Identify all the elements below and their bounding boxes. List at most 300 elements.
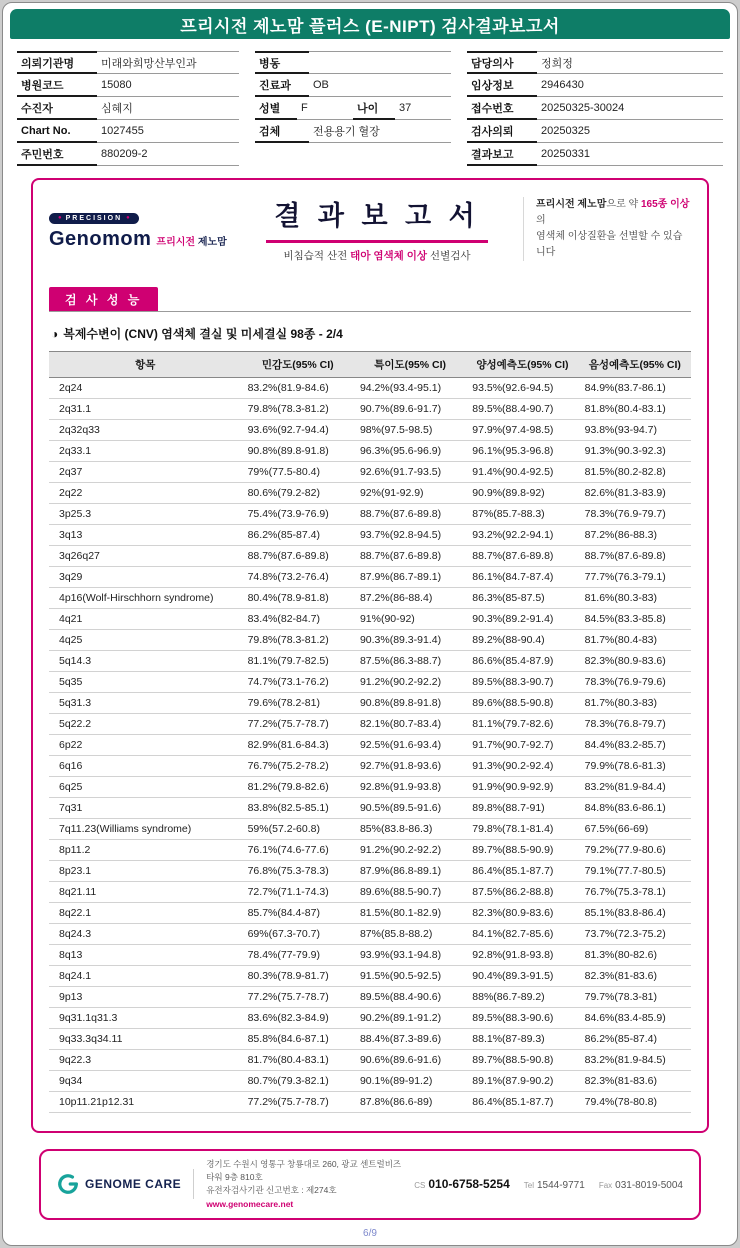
cell-value: 89.7%(88.5-90.9) [466, 840, 578, 861]
table-row [49, 945, 691, 966]
cell-item: 8q13 [49, 945, 242, 966]
patient-info-row [467, 51, 723, 74]
patient-info-row [467, 143, 723, 166]
cell-value: 92.8%(91.8-93.8) [466, 945, 578, 966]
cell-item: 5q35 [49, 672, 242, 693]
table-row [49, 777, 691, 798]
cell-item: 9p13 [49, 987, 242, 1008]
cell-item: 4p16(Wolf-Hirschhorn syndrome) [49, 588, 242, 609]
cell-value: 89.6%(88.5-90.8) [466, 693, 578, 714]
cell-value: 89.5%(88.4-90.7) [466, 399, 578, 420]
cell-item: 5q14.3 [49, 651, 242, 672]
table-row [49, 588, 691, 609]
contact-cs-number: 010-6758-5254 [428, 1177, 510, 1192]
field-label: 결과보고 [467, 143, 537, 166]
cell-value: 86.2%(85-87.4) [242, 525, 354, 546]
table-row [49, 1071, 691, 1092]
genome-care-logo [57, 1173, 181, 1195]
field-label: 병원코드 [17, 74, 97, 97]
report-header [49, 194, 691, 263]
cell-item: 5q22.2 [49, 714, 242, 735]
table-row [49, 714, 691, 735]
cell-item: 6p22 [49, 735, 242, 756]
report-heading [231, 194, 523, 263]
cell-value: 93.6%(92.7-94.4) [242, 420, 354, 441]
field-label: 담당의사 [467, 51, 537, 74]
cell-value: 73.7%(72.3-75.2) [579, 924, 691, 945]
table-row [49, 546, 691, 567]
cell-value: 91.5%(90.5-92.5) [354, 966, 466, 987]
cell-value: 79%(77.5-80.4) [242, 462, 354, 483]
footer-contacts [414, 1175, 683, 1193]
cell-value: 91.2%(90.2-92.2) [354, 840, 466, 861]
patient-info-row [255, 74, 451, 97]
cell-item: 5q31.3 [49, 693, 242, 714]
cell-item: 2q31.1 [49, 399, 242, 420]
genome-care-logo-text: GENOME CARE [85, 1177, 182, 1192]
precision-pill [49, 213, 139, 224]
patient-info-row [255, 143, 451, 166]
cell-value: 82.3%(80.9-83.6) [466, 903, 578, 924]
table-row [49, 609, 691, 630]
cell-value: 81.5%(80.2-82.8) [579, 462, 691, 483]
cell-value: 89.6%(88.5-90.7) [354, 882, 466, 903]
brand-kr-pink: 프리시전 [156, 237, 196, 248]
table-row [49, 483, 691, 504]
cell-value: 90.4%(89.3-91.5) [466, 966, 578, 987]
cell-item: 4q21 [49, 609, 242, 630]
cell-value: 86.2%(85-87.4) [579, 1029, 691, 1050]
cell-value: 82.3%(81-83.6) [579, 1071, 691, 1092]
field-label: 진료과 [255, 74, 309, 97]
cell-item: 2q24 [49, 378, 242, 399]
field-value: 20250325-30024 [537, 97, 723, 120]
cell-value: 90.6%(89.6-91.6) [354, 1050, 466, 1071]
cell-value: 76.7%(75.2-78.2) [242, 756, 354, 777]
cell-value: 84.1%(82.7-85.6) [466, 924, 578, 945]
table-row [49, 924, 691, 945]
cell-value: 83.8%(82.5-85.1) [242, 798, 354, 819]
patient-info-row [17, 143, 239, 166]
cell-value: 91.4%(90.4-92.5) [466, 462, 578, 483]
column-header-item: 항목 [49, 352, 242, 378]
cell-value: 87.8%(86.6-89) [354, 1092, 466, 1113]
patient-info-row [255, 120, 451, 143]
cell-item: 7q31 [49, 798, 242, 819]
cell-value: 78.3%(76.9-79.7) [579, 504, 691, 525]
cell-value: 83.2%(81.9-84.4) [579, 777, 691, 798]
subtitle-highlight: 태아 염색체 이상 [350, 250, 428, 262]
cell-value: 97.9%(97.4-98.5) [466, 420, 578, 441]
cell-value: 93.7%(92.8-94.5) [354, 525, 466, 546]
cell-value: 77.7%(76.3-79.1) [579, 567, 691, 588]
cell-item: 10p11.21p12.31 [49, 1092, 242, 1113]
cell-value: 82.9%(81.6-84.3) [242, 735, 354, 756]
cell-value: 84.5%(83.3-85.8) [579, 609, 691, 630]
patient-info-row [255, 51, 451, 74]
cell-value: 93.8%(93-94.7) [579, 420, 691, 441]
cell-value: 74.7%(73.1-76.2) [242, 672, 354, 693]
table-row [49, 378, 691, 399]
cell-value: 80.3%(78.9-81.7) [242, 966, 354, 987]
column-header-specificity: 특이도(95% CI) [354, 352, 466, 378]
patient-info-column [467, 51, 723, 166]
cell-value: 81.6%(80.3-83) [579, 588, 691, 609]
brand-korean [156, 233, 226, 248]
cell-value: 81.5%(80.1-82.9) [354, 903, 466, 924]
table-row [49, 987, 691, 1008]
table-row [49, 735, 691, 756]
cell-value: 81.3%(80-82.6) [579, 945, 691, 966]
cell-value: 90.7%(89.6-91.7) [354, 399, 466, 420]
cell-value: 88.7%(87.6-89.8) [579, 546, 691, 567]
performance-table-body [49, 378, 691, 1113]
subtitle-part: 비침습적 산전 [283, 250, 351, 262]
patient-info [3, 39, 737, 166]
patient-info-column [17, 51, 239, 166]
cell-value: 88.7%(87.6-89.8) [354, 504, 466, 525]
cell-value: 93.9%(93.1-94.8) [354, 945, 466, 966]
field-value: 20250331 [537, 143, 723, 166]
section-badge-performance: 검 사 성 능 [49, 287, 158, 311]
cell-value: 92%(91-92.9) [354, 483, 466, 504]
table-row [49, 1029, 691, 1050]
cell-value: 84.4%(83.2-85.7) [579, 735, 691, 756]
cell-item: 8q22.1 [49, 903, 242, 924]
cell-value: 84.6%(83.4-85.9) [579, 1008, 691, 1029]
cell-item: 8q24.1 [49, 966, 242, 987]
cell-value: 79.4%(78-80.8) [579, 1092, 691, 1113]
field-label: 검체 [255, 120, 309, 143]
footer-address-block [206, 1158, 402, 1211]
field-value: F [297, 97, 353, 120]
cell-item: 9q31.1q31.3 [49, 1008, 242, 1029]
cell-item: 2q32q33 [49, 420, 242, 441]
table-header-row [49, 352, 691, 378]
half-circle-icon: ◑ [51, 327, 59, 341]
table-caption-text: 복제수변이 (CNV) 염색체 결실 및 미세결실 98종 - 2/4 [63, 327, 343, 341]
tagline-highlight: 165종 이상 [640, 198, 690, 210]
cell-value: 90.9%(89.8-92) [466, 483, 578, 504]
cell-value: 76.7%(75.3-78.1) [579, 882, 691, 903]
footer-license: 유전자검사기관 신고번호 : 제274호 [206, 1185, 337, 1196]
patient-info-column [255, 51, 451, 166]
cell-value: 78.3%(76.9-79.6) [579, 672, 691, 693]
cell-value: 90.3%(89.2-91.4) [466, 609, 578, 630]
cell-value: 82.6%(81.3-83.9) [579, 483, 691, 504]
cell-value: 79.6%(78.2-81) [242, 693, 354, 714]
cell-value: 84.8%(83.6-86.1) [579, 798, 691, 819]
cell-item: 3q29 [49, 567, 242, 588]
field-value: 미래와희망산부인과 [97, 51, 239, 74]
cell-value: 86.3%(85-87.5) [466, 588, 578, 609]
table-row [49, 966, 691, 987]
cell-item: 4q25 [49, 630, 242, 651]
cell-value: 83.4%(82-84.7) [242, 609, 354, 630]
table-row [49, 651, 691, 672]
table-row [49, 1092, 691, 1113]
cell-value: 90.3%(89.3-91.4) [354, 630, 466, 651]
genomom-brand-logo [49, 206, 231, 251]
footer-address: 경기도 수원시 영통구 창룡대로 260, 광교 센트럴비즈타워 9층 810호 [206, 1159, 402, 1183]
cell-value: 90.5%(89.5-91.6) [354, 798, 466, 819]
cell-value: 85.1%(83.8-86.4) [579, 903, 691, 924]
table-row [49, 819, 691, 840]
cell-item: 8q24.3 [49, 924, 242, 945]
cell-value: 86.1%(84.7-87.4) [466, 567, 578, 588]
cell-value: 69%(67.3-70.7) [242, 924, 354, 945]
field-value: 1027455 [97, 120, 239, 143]
contact-fax-label: Fax [598, 1181, 613, 1191]
cell-value: 87.9%(86.7-89.1) [354, 567, 466, 588]
cell-value: 75.4%(73.9-76.9) [242, 504, 354, 525]
cell-value: 88.4%(87.3-89.6) [354, 1029, 466, 1050]
cell-value: 88.7%(87.6-89.8) [354, 546, 466, 567]
genome-care-logo-icon [57, 1173, 79, 1195]
field-label: 성별 [255, 97, 297, 120]
cell-value: 79.8%(78.3-81.2) [242, 630, 354, 651]
cell-value: 88.1%(87-89.3) [466, 1029, 578, 1050]
cell-value: 91%(90-92) [354, 609, 466, 630]
cell-value: 86.4%(85.1-87.7) [466, 861, 578, 882]
patient-info-row [255, 97, 451, 120]
cell-item: 9q22.3 [49, 1050, 242, 1071]
cell-value: 83.2%(81.9-84.6) [242, 378, 354, 399]
cell-value: 96.1%(95.3-96.8) [466, 441, 578, 462]
cell-value: 81.1%(79.7-82.6) [466, 714, 578, 735]
cell-value: 80.7%(79.3-82.1) [242, 1071, 354, 1092]
cell-value: 91.3%(90.2-92.4) [466, 756, 578, 777]
brand-wordmark: Genomom [49, 228, 152, 250]
section-head [49, 287, 691, 312]
cell-value: 79.2%(77.9-80.6) [579, 840, 691, 861]
cell-value: 88.7%(87.6-89.8) [466, 546, 578, 567]
footer [39, 1149, 701, 1220]
cell-value: 79.7%(78.3-81) [579, 987, 691, 1008]
table-row [49, 693, 691, 714]
cell-value: 85.7%(84.4-87) [242, 903, 354, 924]
cell-value: 89.5%(88.4-90.6) [354, 987, 466, 1008]
cell-value: 87%(85.7-88.3) [466, 504, 578, 525]
field-label: 검사의뢰 [467, 120, 537, 143]
table-row [49, 882, 691, 903]
cell-value: 89.5%(88.3-90.6) [466, 1008, 578, 1029]
cell-value: 89.5%(88.3-90.7) [466, 672, 578, 693]
cell-value: 59%(57.2-60.8) [242, 819, 354, 840]
cell-value: 80.6%(79.2-82) [242, 483, 354, 504]
cell-value: 81.2%(79.8-82.6) [242, 777, 354, 798]
cell-value: 81.7%(80.3-83) [579, 693, 691, 714]
table-row [49, 567, 691, 588]
result-report-box [31, 178, 709, 1133]
tagline-text: 의 [536, 214, 546, 226]
contact-fax [599, 1175, 683, 1193]
field-value: 20250325 [537, 120, 723, 143]
cell-value: 91.9%(90.9-92.9) [466, 777, 578, 798]
field-value: 전용용기 혈장 [309, 120, 451, 143]
tagline-text: 으로 약 [606, 198, 641, 210]
report-title-text: 프리시전 제노맘 플러스 (E-NIPT) 검사결과보고서 [180, 16, 560, 36]
cell-item: 8q21.11 [49, 882, 242, 903]
patient-info-row [17, 74, 239, 97]
cell-item: 2q33.1 [49, 441, 242, 462]
cell-value: 88.7%(87.6-89.8) [242, 546, 354, 567]
cell-value: 91.7%(90.7-92.7) [466, 735, 578, 756]
cell-value: 77.2%(75.7-78.7) [242, 1092, 354, 1113]
cell-value: 81.1%(79.7-82.5) [242, 651, 354, 672]
performance-table [49, 351, 691, 1113]
cell-item: 7q11.23(Williams syndrome) [49, 819, 242, 840]
table-row [49, 672, 691, 693]
contact-tel-number: 1544-9771 [536, 1180, 585, 1192]
table-row [49, 399, 691, 420]
cell-value: 92.7%(91.8-93.6) [354, 756, 466, 777]
cell-value: 90.2%(89.1-91.2) [354, 1008, 466, 1029]
field-label: 주민번호 [17, 143, 97, 166]
cell-value: 78.3%(76.8-79.7) [579, 714, 691, 735]
cell-value: 82.3%(81-83.6) [579, 966, 691, 987]
patient-info-row [467, 74, 723, 97]
report-title-bar [10, 9, 730, 39]
table-row [49, 903, 691, 924]
cell-value: 86.4%(85.1-87.7) [466, 1092, 578, 1113]
field-value [309, 51, 451, 74]
brand-kr-navy: 제노맘 [197, 237, 227, 248]
cell-value: 87%(85.8-88.2) [354, 924, 466, 945]
cell-value: 87.9%(86.8-89.1) [354, 861, 466, 882]
cell-value: 88%(86.7-89.2) [466, 987, 578, 1008]
patient-info-row [467, 120, 723, 143]
table-row [49, 1008, 691, 1029]
cell-value: 89.1%(87.9-90.2) [466, 1071, 578, 1092]
table-row [49, 441, 691, 462]
subtitle-part: 선별검사 [427, 250, 471, 262]
cell-value: 92.6%(91.7-93.5) [354, 462, 466, 483]
brand-line [49, 228, 231, 251]
field-value: 37 [395, 97, 451, 120]
cell-item: 3q26q27 [49, 546, 242, 567]
cell-item: 6q25 [49, 777, 242, 798]
cell-value: 81.7%(80.4-83) [579, 630, 691, 651]
cell-item: 9q33.3q34.11 [49, 1029, 242, 1050]
cell-value: 77.2%(75.7-78.7) [242, 714, 354, 735]
cell-value: 85.8%(84.6-87.1) [242, 1029, 354, 1050]
cell-value: 72.7%(71.1-74.3) [242, 882, 354, 903]
contact-fax-number: 031-8019-5004 [615, 1180, 683, 1192]
report-heading-subtitle [231, 248, 523, 263]
table-row [49, 630, 691, 651]
cell-item: 3p25.3 [49, 504, 242, 525]
cell-value: 77.2%(75.7-78.7) [242, 987, 354, 1008]
cell-value: 96.3%(95.6-96.9) [354, 441, 466, 462]
cell-value: 91.2%(90.2-92.2) [354, 672, 466, 693]
cell-value: 85%(83.8-86.3) [354, 819, 466, 840]
table-row [49, 504, 691, 525]
page-number: 6/9 [363, 1227, 377, 1239]
cell-value: 87.5%(86.3-88.7) [354, 651, 466, 672]
cell-value: 89.2%(88-90.4) [466, 630, 578, 651]
pill-dot-icon: ● [58, 215, 62, 221]
cell-item: 2q37 [49, 462, 242, 483]
pill-dot-icon: ● [126, 215, 130, 221]
field-label: 접수번호 [467, 97, 537, 120]
table-row [49, 798, 691, 819]
field-label: 의뢰기관명 [17, 51, 97, 74]
cell-value: 87.5%(86.2-88.8) [466, 882, 578, 903]
field-value: 정희정 [537, 51, 723, 74]
cell-value: 87.2%(86-88.3) [579, 525, 691, 546]
cell-value: 87.2%(86-88.4) [354, 588, 466, 609]
cell-value: 86.6%(85.4-87.9) [466, 651, 578, 672]
table-row [49, 462, 691, 483]
field-label: 병동 [255, 51, 309, 74]
cell-value: 83.6%(82.3-84.9) [242, 1008, 354, 1029]
cell-value: 84.9%(83.7-86.1) [579, 378, 691, 399]
cell-value: 80.4%(78.9-81.8) [242, 588, 354, 609]
cell-item: 3q13 [49, 525, 242, 546]
column-header-sensitivity: 민감도(95% CI) [242, 352, 354, 378]
cell-value: 93.2%(92.2-94.1) [466, 525, 578, 546]
cell-item: 2q22 [49, 483, 242, 504]
cell-item: 8p11.2 [49, 840, 242, 861]
cell-value: 82.1%(80.7-83.4) [354, 714, 466, 735]
table-row [49, 1050, 691, 1071]
column-header-ppv: 양성예측도(95% CI) [466, 352, 578, 378]
cell-item: 9q34 [49, 1071, 242, 1092]
field-value: 2946430 [537, 74, 723, 97]
precision-label: PRECISION [65, 214, 123, 222]
table-row [49, 525, 691, 546]
field-value: 15080 [97, 74, 239, 97]
patient-info-row [17, 97, 239, 120]
footer-website-link[interactable]: www.genomecare.net [206, 1198, 294, 1209]
cell-value: 89.8%(88.7-91) [466, 798, 578, 819]
field-value: 880209-2 [97, 143, 239, 166]
table-row [49, 420, 691, 441]
table-row [49, 756, 691, 777]
tagline-text: 염색체 이상질환을 선별할 수 있습니다 [536, 230, 683, 258]
cell-value: 83.2%(81.9-84.5) [579, 1050, 691, 1071]
cell-value: 90.8%(89.8-91.8) [354, 693, 466, 714]
cell-value: 81.7%(80.4-83.1) [242, 1050, 354, 1071]
table-row [49, 840, 691, 861]
cell-value: 98%(97.5-98.5) [354, 420, 466, 441]
patient-info-row [17, 51, 239, 74]
cell-value: 81.8%(80.4-83.1) [579, 399, 691, 420]
cell-value: 78.4%(77-79.9) [242, 945, 354, 966]
table-caption [51, 325, 689, 342]
field-label: 나이 [353, 97, 395, 120]
cell-value: 91.3%(90.3-92.3) [579, 441, 691, 462]
field-label: Chart No. [17, 120, 97, 143]
field-label: 수진자 [17, 97, 97, 120]
patient-info-row [17, 120, 239, 143]
cell-value: 79.8%(78.3-81.2) [242, 399, 354, 420]
field-value: OB [309, 74, 451, 97]
cell-value: 79.8%(78.1-81.4) [466, 819, 578, 840]
cell-value: 90.1%(89-91.2) [354, 1071, 466, 1092]
cell-item: 6q16 [49, 756, 242, 777]
field-value: 심혜지 [97, 97, 239, 120]
report-page [2, 2, 738, 1246]
cell-value: 94.2%(93.4-95.1) [354, 378, 466, 399]
report-heading-title: 결 과 보 고 서 [266, 194, 487, 243]
cell-value: 90.8%(89.8-91.8) [242, 441, 354, 462]
cell-value: 82.3%(80.9-83.6) [579, 651, 691, 672]
cell-value: 93.5%(92.6-94.5) [466, 378, 578, 399]
cell-value: 92.8%(91.9-93.8) [354, 777, 466, 798]
cell-value: 79.1%(77.7-80.5) [579, 861, 691, 882]
